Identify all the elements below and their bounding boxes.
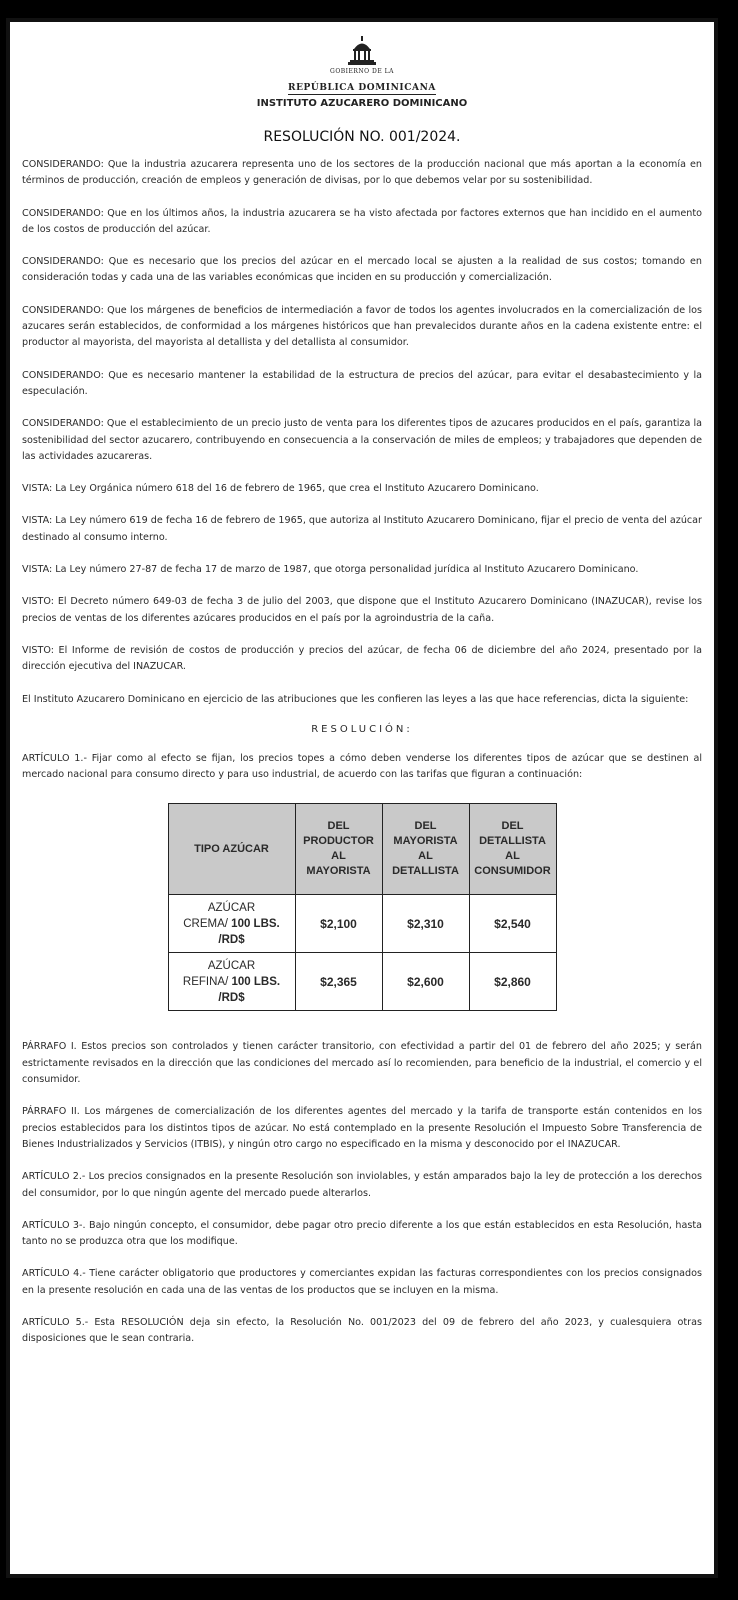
sugar-currency: /RD$: [218, 933, 245, 946]
country-name: REPÚBLICA DOMINICANA: [288, 83, 436, 93]
price-cell: $2,600: [382, 953, 469, 1011]
top-strip: [0, 0, 738, 14]
considerando-paragraph: CONSIDERANDO: Que es necesario que los precios del azúcar en el mercado local se ajusten a la realidad de sus costos; tomando en consideración todas y cada una de las variables económicas que inciden en su producción y comercialización.: [22, 256, 702, 284]
article-3: ARTÍCULO 3-. Bajo ningún concepto, el consumidor, debe pagar otro precio diferente a los que están establecidos en esta Resolución, hasta tanto no se produzca otra que los modifique.: [22, 1219, 702, 1248]
resolution-title: RESOLUCIÓN NO. 001/2024.: [263, 129, 461, 145]
vista-paragraph: VISTA: La Ley número 619 de fecha 16 de febrero de 1965, que autoriza al Instituto Azucarero Dominicano, fijar el precio de venta del azúcar destinado al consumo interno.: [22, 515, 702, 543]
header-line: MAYORISTA: [393, 835, 458, 848]
header-line: AL: [331, 850, 346, 863]
price-cell: $2,100: [295, 895, 382, 953]
header-line: PRODUCTOR: [303, 835, 374, 848]
government-line: GOBIERNO DE LA: [330, 68, 394, 75]
price-cell: $2,365: [295, 953, 382, 1011]
article-5: ARTÍCULO 5.- Esta RESOLUCIÓN deja sin efecto, la Resolución No. 001/2023 del 09 de febrero del año 2023, y cualesquiera otras disposiciones que le sean contraria.: [22, 1316, 702, 1345]
paragraph-i: PÁRRAFO I. Estos precios son controlados y tienen carácter transitorio, con efectividad a partir del 01 de febrero del año 2025; y serán estrictamente revisados en la dirección que las condiciones del mercado así lo recomienden, para beneficio de la industrial, el comercio y el consumidor.: [22, 1041, 702, 1086]
considerando-paragraph: CONSIDERANDO: Que es necesario mantener la estabilidad de la estructura de precios del azúcar, para evitar el desabastecimiento y la especulación.: [22, 369, 702, 397]
visto-paragraph: VISTO: El Informe de revisión de costos de producción y precios del azúcar, de fecha 06 de diciembre del año 2024, presentado por la dirección ejecutiva del INAZUCAR.: [22, 644, 702, 673]
sugar-type-line: [170, 932, 294, 948]
considerando-paragraph: CONSIDERANDO: Que en los últimos años, la industria azucarera se ha visto afectada por factores externos que han incidido en el aumento de los costos de producción del azúcar.: [22, 207, 702, 235]
table-row: [168, 895, 556, 953]
header-line: DEL: [327, 820, 350, 833]
price-table: [168, 803, 557, 1011]
header-line: AL: [505, 850, 520, 863]
header-line: AL: [418, 850, 433, 863]
article-4: ARTÍCULO 4.- Tiene carácter obligatorio que productores y comerciantes expidan las facturas correspondientes con los precios consignados en la presente resolución en cada una de las ventas de los productos que se incluyen en la misma.: [22, 1268, 702, 1296]
vista-paragraph: VISTA: La Ley Orgánica número 618 del 16 de febrero de 1965, que crea el Instituto Azucarero Dominicano.: [22, 483, 539, 495]
table-row: [168, 953, 556, 1011]
column-header-type: [168, 804, 295, 895]
government-building-icon: [345, 36, 379, 66]
header-line: DETALLISTA: [392, 865, 459, 878]
institute-name: INSTITUTO AZUCARERO DOMINICANO: [256, 98, 468, 109]
sugar-type-cell: [168, 953, 295, 1011]
resolution-heading: RESOLUCIÓN:: [311, 723, 413, 735]
article-1: ARTÍCULO 1.- Fijar como al efecto se fijan, los precios topes a cómo deben venderse los diferentes tipos de azúcar que se destinen al mercado nacional para consumo directo y para uso industrial, de acuerdo con las tarifas que figuran a continuación:: [22, 752, 702, 781]
sugar-type-line: AZÚCAR: [207, 959, 256, 972]
price-cell: $2,310: [382, 895, 469, 953]
sugar-type-name: REFINA/: [182, 975, 229, 988]
sugar-type-line: [170, 974, 294, 990]
header-line: MAYORISTA: [306, 865, 371, 878]
sugar-type-line: [170, 990, 294, 1006]
price-cell: $2,540: [469, 895, 556, 953]
header-line: DETALLISTA: [479, 835, 546, 848]
header-line: DEL: [414, 820, 437, 833]
table-header-row: [168, 804, 556, 895]
price-cell: $2,860: [469, 953, 556, 1011]
sugar-type-cell: [168, 895, 295, 953]
considerando-paragraph: CONSIDERANDO: Que los márgenes de beneficios de intermediación a favor de todos los agentes involucrados en la comercialización de los azucares serán establecidos, de conformidad a los márgenes históricos que han prevalecidos durante años en la cadena existente entre: el productor al mayorista, del mayorista al detallista y del detallista al consumidor.: [22, 304, 702, 349]
visto-paragraph: VISTO: El Decreto número 649-03 de fecha 3 de julio del 2003, que dispone que el Instituto Azucarero Dominicano (INAZUCAR), revise los precios de ventas de los diferentes azúcares producidos en el país por la agroindustria de la caña.: [22, 596, 702, 624]
sugar-currency: /RD$: [218, 991, 245, 1004]
considerando-paragraph: CONSIDERANDO: Que el establecimiento de un precio justo de venta para los diferentes tipos de azucares producidos en el país, garantiza la sostenibilidad del sector azucarero, contribuyendo en consecuencia a la conservación de miles de empleos; y trabajadores que dependen de las actividades azucareras.: [22, 418, 702, 462]
header-line: DEL: [501, 820, 524, 833]
column-header-wholesaler: [382, 804, 469, 895]
enabling-paragraph: El Instituto Azucarero Dominicano en ejercicio de las atribuciones que les confieren las leyes a las que hace referencias, dicta la siguiente:: [22, 693, 689, 705]
header-line: TIPO AZÚCAR: [194, 842, 269, 855]
header-line: CONSUMIDOR: [474, 865, 551, 878]
resolution-document: [6, 18, 718, 1578]
sugar-unit: 100 LBS.: [231, 975, 281, 988]
paragraph-ii: PÁRRAFO II. Los márgenes de comercialización de los diferentes agentes del mercado y la tarifa de transporte están contenidos en los precios establecidos para los distintos tipos de azúcar. No está contemplado en la presente Resolución el Impuesto Sobre Transferencia de Bienes Industrializados y Servicios (ITBIS), y ningún otro cargo no especificado en la misma y desconocido por el INAZUCAR.: [22, 1106, 702, 1150]
article-2: ARTÍCULO 2.- Los precios consignados en la presente Resolución son inviolables, y están amparados bajo la ley de protección a los derechos del consumidor, por lo que ningún agente del mercado puede alterarlos.: [22, 1171, 702, 1199]
document-header: [22, 36, 702, 109]
sugar-type-line: AZÚCAR: [207, 901, 256, 914]
vista-paragraph: VISTA: La Ley número 27-87 de fecha 17 de marzo de 1987, que otorga personalidad jurídica al Instituto Azucarero Dominicano.: [22, 564, 639, 576]
column-header-producer: [295, 804, 382, 895]
sugar-type-line: [170, 916, 294, 932]
considerando-paragraph: CONSIDERANDO: Que la industria azucarera representa uno de los sectores de la producción nacional que más aportan a la economía en términos de producción, creación de empleos y generación de divisas, por lo que debemos velar por su sostenibilidad.: [22, 159, 702, 187]
column-header-retailer: [469, 804, 556, 895]
sugar-type-name: CREMA/: [183, 917, 228, 930]
sugar-unit: 100 LBS.: [231, 917, 280, 930]
